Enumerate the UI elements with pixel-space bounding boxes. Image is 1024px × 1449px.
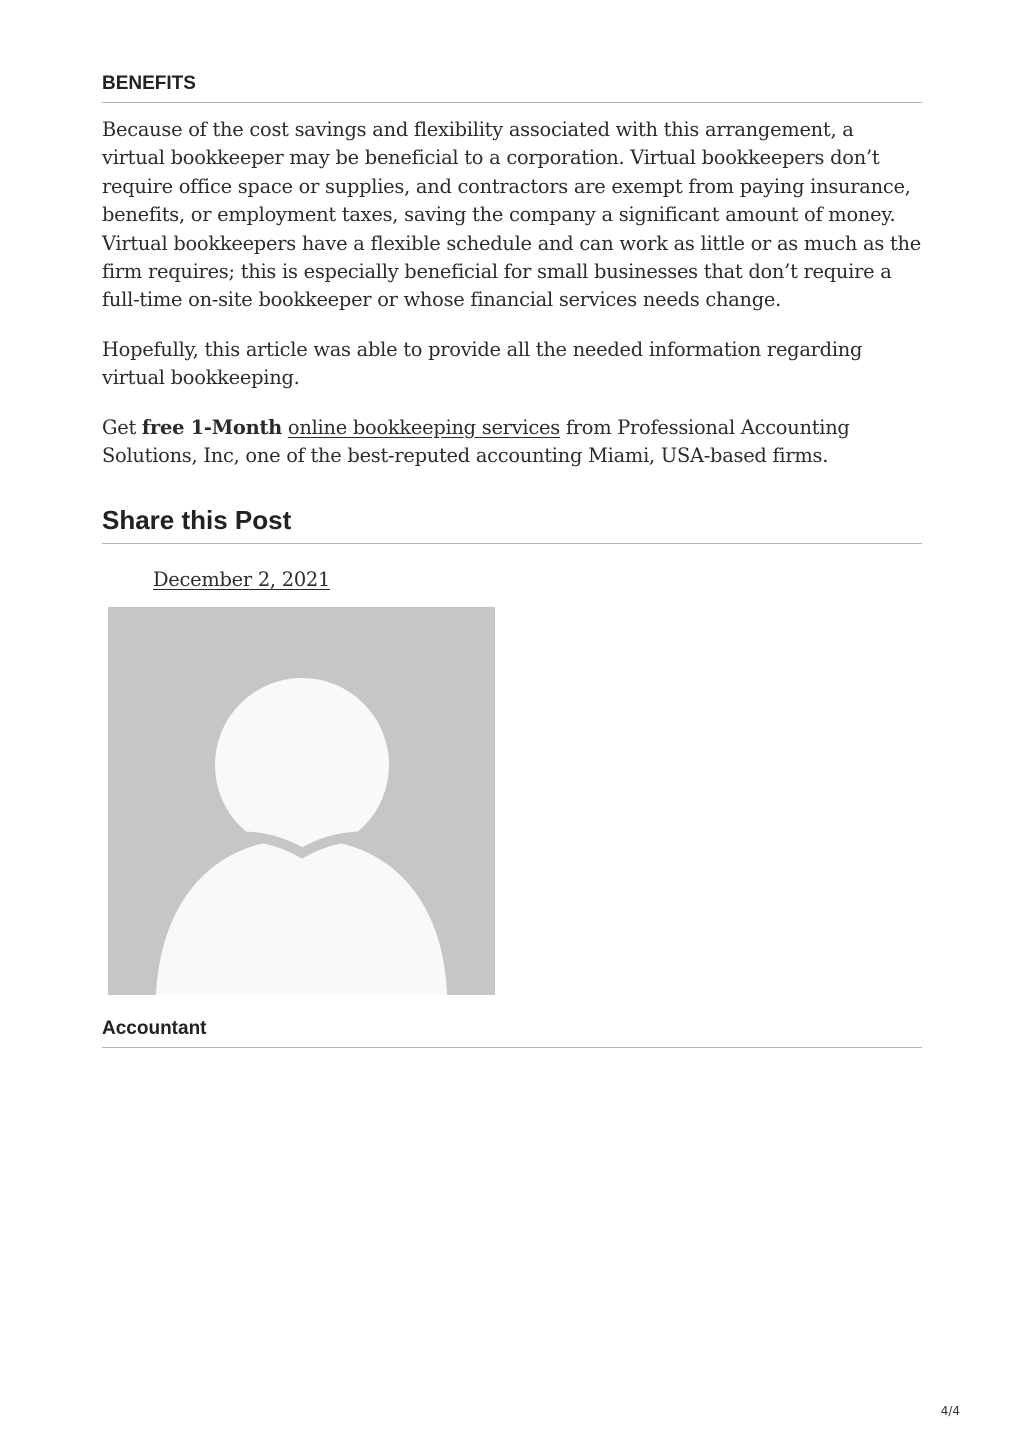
article-content xyxy=(102,0,922,595)
offer-prefix: Get xyxy=(102,415,142,439)
summary-paragraph: Hopefully, this article was able to provide all the needed information regarding virtual bookkeeping. xyxy=(102,337,863,390)
share-post-heading: Share this Post xyxy=(102,505,922,544)
author-avatar xyxy=(108,607,495,995)
offer-suffix: from Professional Accounting Solutions, Inc, one of the best-reputed accounting Miami, USA-based firms. xyxy=(102,415,850,468)
offer-paragraph xyxy=(102,414,922,471)
page-number: 4/4 xyxy=(940,1404,960,1418)
online-bookkeeping-services-link[interactable]: online bookkeeping services xyxy=(287,415,560,439)
default-person-silhouette-icon xyxy=(108,607,495,995)
author-name-heading: Accountant xyxy=(102,1018,922,1048)
offer-highlight: free 1-Month xyxy=(141,415,282,439)
benefits-heading: BENEFITS xyxy=(102,73,922,103)
post-date-link[interactable]: December 2, 2021 xyxy=(153,568,331,592)
benefits-paragraph: Because of the cost savings and flexibility associated with this arrangement, a virtual bookkeeper may be beneficial to a corporation. Virtual bookkeepers don’t require office space or supplies, and contractors are exempt from paying insurance, benefits, or employment taxes, saving the company a significant amount of money. Virtual bookkeepers have a flexible schedule and can work as little or as much as the firm requires; this is especially beneficial for small businesses that don’t require a full-time on-site bookkeeper or whose financial services needs change. xyxy=(102,118,921,312)
